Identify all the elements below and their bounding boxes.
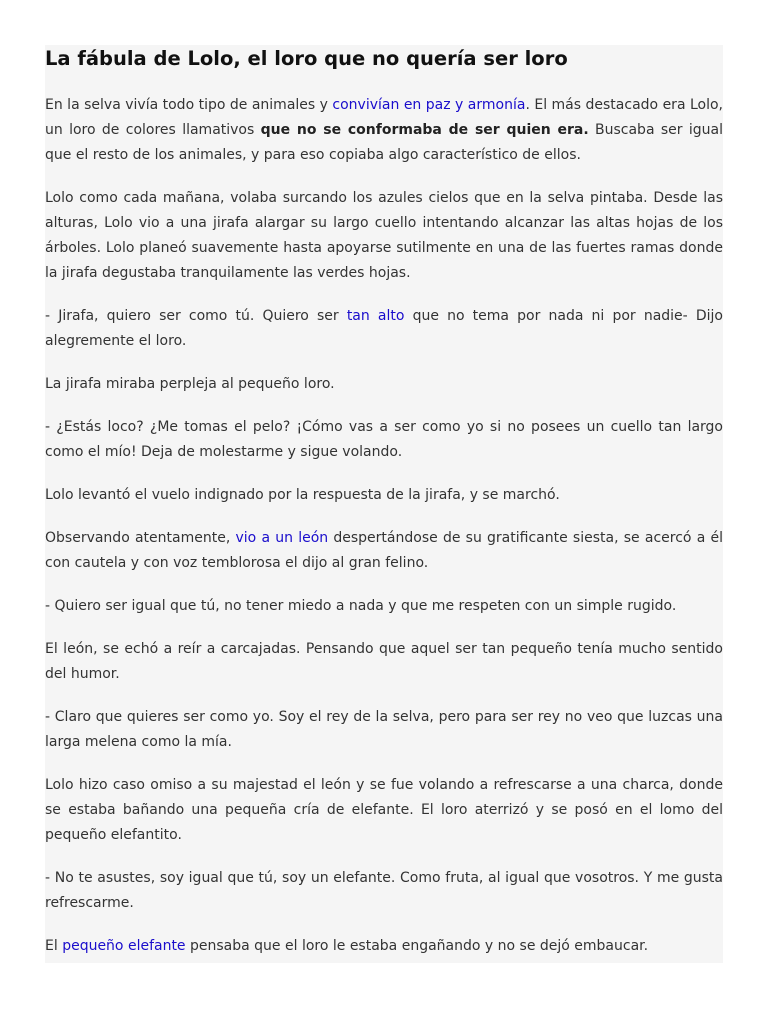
paragraph-12: - No te asustes, soy igual que tú, soy un elefante. Como fruta, al igual que vosotros. Y me gusta refrescarme. bbox=[45, 870, 723, 911]
paragraph-1-text-a: En la selva vivía todo tipo de animales y bbox=[45, 97, 333, 113]
paragraph-6: Lolo levantó el vuelo indignado por la respuesta de la jirafa, y se marchó. bbox=[45, 487, 560, 503]
paragraph-1-text-b: . El más destacado era Lolo, un loro de colores llamativos bbox=[45, 97, 724, 138]
paragraph-8: - Quiero ser igual que tú, no tener miedo a nada y que me respeten con un simple rugido. bbox=[45, 598, 677, 614]
paragraph-7-text-a: Observando atentamente, bbox=[45, 530, 236, 546]
paragraph-2: Lolo como cada mañana, volaba surcando los azules cielos que en la selva pintaba. Desde las alturas, Lolo vio a una jirafa alargar su largo cuello intentando alcanzar las altas hojas de los árboles. Lolo planeó suavemente hasta apoyarse sutilmente en una de las fuertes ramas donde la jirafa degustaba tranquilamente las verdes hojas. bbox=[45, 190, 723, 281]
page-title: La fábula de Lolo, el loro que no quería ser loro bbox=[45, 47, 568, 70]
paragraph-3-text-b: que no tema por nada ni por nadie- Dijo alegremente el loro. bbox=[45, 308, 723, 349]
paragraph-4: La jirafa miraba perpleja al pequeño loro. bbox=[45, 376, 335, 392]
paragraph-3-text-a: - Jirafa, quiero ser como tú. Quiero ser bbox=[45, 308, 347, 324]
paragraph-7 bbox=[45, 526, 723, 576]
link-tan-alto[interactable]: tan alto bbox=[346, 308, 405, 324]
paragraph-1-text-c: Buscaba ser igual que el resto de los animales, y para eso copiaba algo característico de ellos. bbox=[45, 122, 724, 163]
link-pequeno-elefante[interactable]: pequeño elefante bbox=[62, 938, 186, 954]
paragraph-3 bbox=[45, 304, 723, 354]
article bbox=[45, 45, 723, 963]
paragraph-13-text-a: El bbox=[45, 938, 63, 954]
paragraph-11: Lolo hizo caso omiso a su majestad el león y se fue volando a refrescarse a una charca, donde se estaba bañando una pequeña cría de elefante. El loro aterrizó y se posó en el lomo del pequeño elefantito. bbox=[45, 777, 723, 843]
paragraph-13 bbox=[45, 934, 723, 959]
paragraph-1-bold: que no se conformaba de ser quien era. bbox=[260, 122, 589, 138]
paragraph-9: El león, se echó a reír a carcajadas. Pensando que aquel ser tan pequeño tenía mucho sentido del humor. bbox=[45, 641, 723, 682]
link-vio-a-un-leon[interactable]: vio a un león bbox=[235, 530, 329, 546]
article-body bbox=[45, 93, 723, 977]
paragraph-10: - Claro que quieres ser como yo. Soy el rey de la selva, pero para ser rey no veo que luzcas una larga melena como la mía. bbox=[45, 709, 723, 750]
paragraph-1 bbox=[45, 93, 723, 168]
link-convivian-en-paz[interactable]: convivían en paz y armonía bbox=[332, 97, 526, 113]
paragraph-5: - ¿Estás loco? ¿Me tomas el pelo? ¡Cómo vas a ser como yo si no posees un cuello tan largo como el mío! Deja de molestarme y sigue volando. bbox=[45, 419, 723, 460]
paragraph-7-text-b: despertándose de su gratificante siesta, se acercó a él con cautela y con voz temblorosa el dijo al gran felino. bbox=[45, 530, 723, 571]
paragraph-13-text-b: pensaba que el loro le estaba engañando y no se dejó embaucar. bbox=[185, 938, 649, 954]
